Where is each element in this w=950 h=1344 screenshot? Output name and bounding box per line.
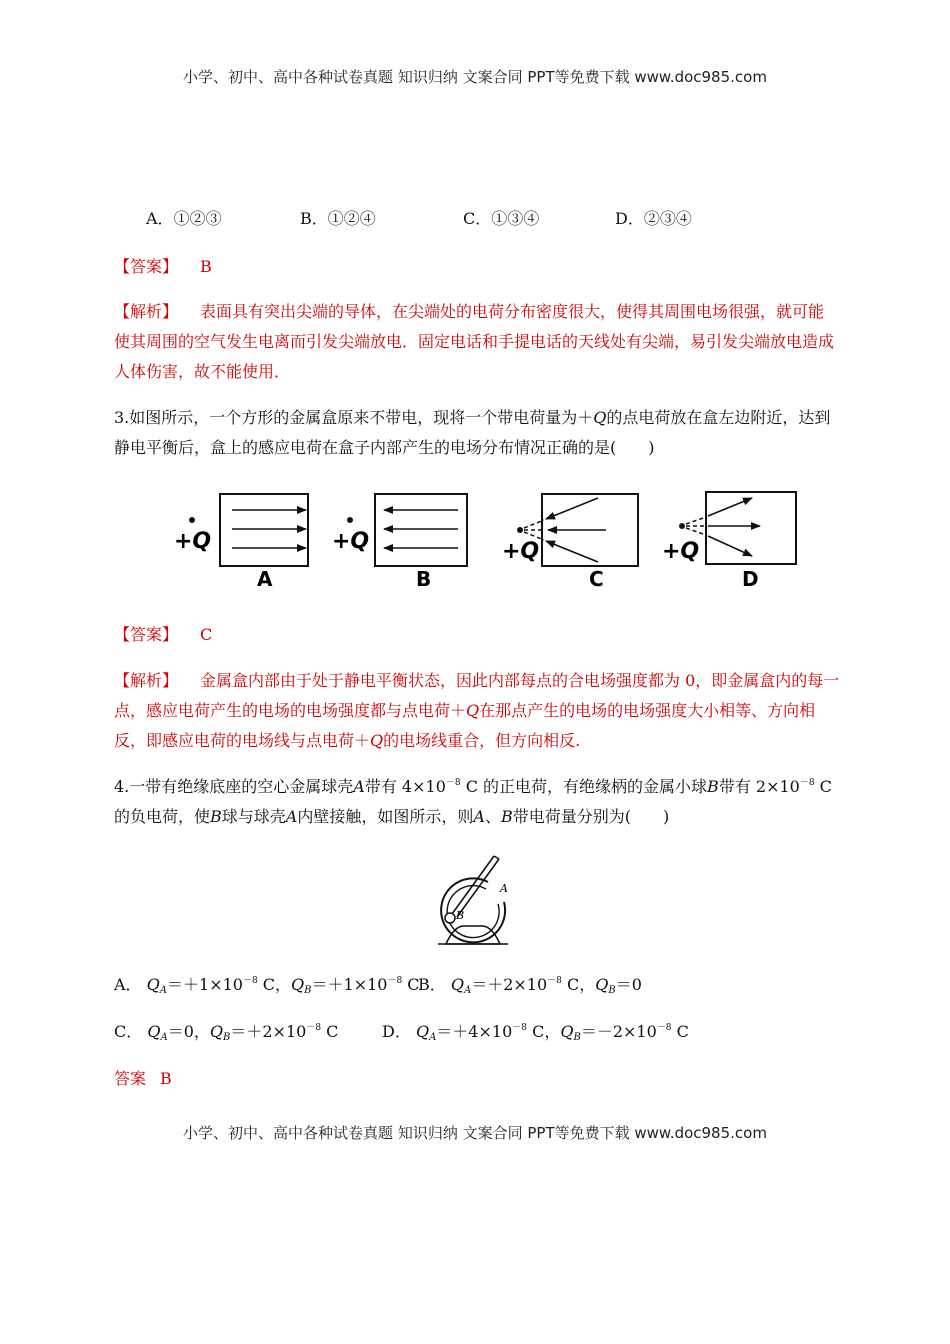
q3-analysis: 【解析】 金属盒内部由于处于静电平衡状态，因此内部每点的合电场强度都为 0，即金属盒内的每一点，感应电荷产生的电场的电场强度都与点电荷＋Q在那点产生的电场的电场强度大小相等、方向相反，即感应电荷的电场线与点电荷＋Q的电场线重合，但方向相反. [114, 671, 840, 750]
page-header: 小学、初中、高中各种试卷真题 知识归纳 文案合同 PPT等免费下载 www.doc985.com [183, 68, 767, 86]
q4-option-b: B． $Q_A=+2\times 10^{-8}$ C，$Q_B=0$ [418, 975, 642, 996]
figure-label-b: B [416, 567, 432, 591]
option-b: B．①②④ [300, 209, 376, 228]
figure-option-d [662, 492, 796, 591]
charge-label-d: +Q [662, 539, 700, 564]
figure-option-a [174, 494, 308, 591]
q4-option-a: A． $Q_A=+1\times 10^{-8}$ C，$Q_B=+1\times 10^{-8}$ C [114, 975, 420, 996]
figure-label-c: C [589, 567, 604, 591]
q4-figure [426, 852, 526, 952]
figure-option-b [332, 494, 467, 591]
figure-label-d: D [742, 567, 759, 591]
q3-figure [160, 482, 820, 594]
label-b: B [456, 909, 465, 922]
q4-stem: 4.一带有绝缘底座的空心金属球壳A带有 $4\times 10^{-8}$ C 的正电荷，有绝缘柄的金属小球B带有 $2\times 10^{-8}$ C 的负电荷，使B球与球壳A内壁接触，如图所示，则A、B带电荷量分别为( ) [114, 777, 832, 826]
q4-option-d: D． $Q_A=+4\times 10^{-8}$ C，$Q_B=-2\times 10^{-8}$ C [382, 1022, 689, 1043]
q4-answer: 答案 B [114, 1069, 172, 1088]
q2-answer: 【答案】 B [114, 257, 212, 276]
figure-option-c [502, 494, 638, 591]
q3-stem: 3.如图所示，一个方形的金属盒原来不带电，现将一个带电荷量为＋Q的点电荷放在盒左边附近，达到静电平衡后，盒上的感应电荷在盒子内部产生的电场分布情况正确的是( ) [114, 408, 831, 457]
q4-option-c: C． $Q_A=0$，$Q_B=+2\times 10^{-8}$ C [114, 1022, 339, 1043]
option-d: D．②③④ [615, 209, 692, 228]
q3-answer: 【答案】 C [114, 625, 213, 644]
charge-label-b: +Q [332, 529, 370, 554]
option-a: A．①②③ [146, 209, 222, 228]
q2-analysis: 【解析】 表面具有突出尖端的导体，在尖端处的电荷分布密度很大，使得其周围电场很强，就可能使其周围的空气发生电离而引发尖端放电．固定电话和手提电话的天线处有尖端，易引发尖端放电造成人体伤害，故不能使用． [114, 302, 835, 381]
option-c: C．①③④ [463, 209, 540, 228]
charge-label-c: +Q [502, 539, 540, 564]
charge-label-a: +Q [174, 529, 212, 554]
label-a: A [500, 882, 508, 895]
page-footer: 小学、初中、高中各种试卷真题 知识归纳 文案合同 PPT等免费下载 www.doc985.com [183, 1124, 767, 1142]
figure-label-a: A [257, 567, 273, 591]
